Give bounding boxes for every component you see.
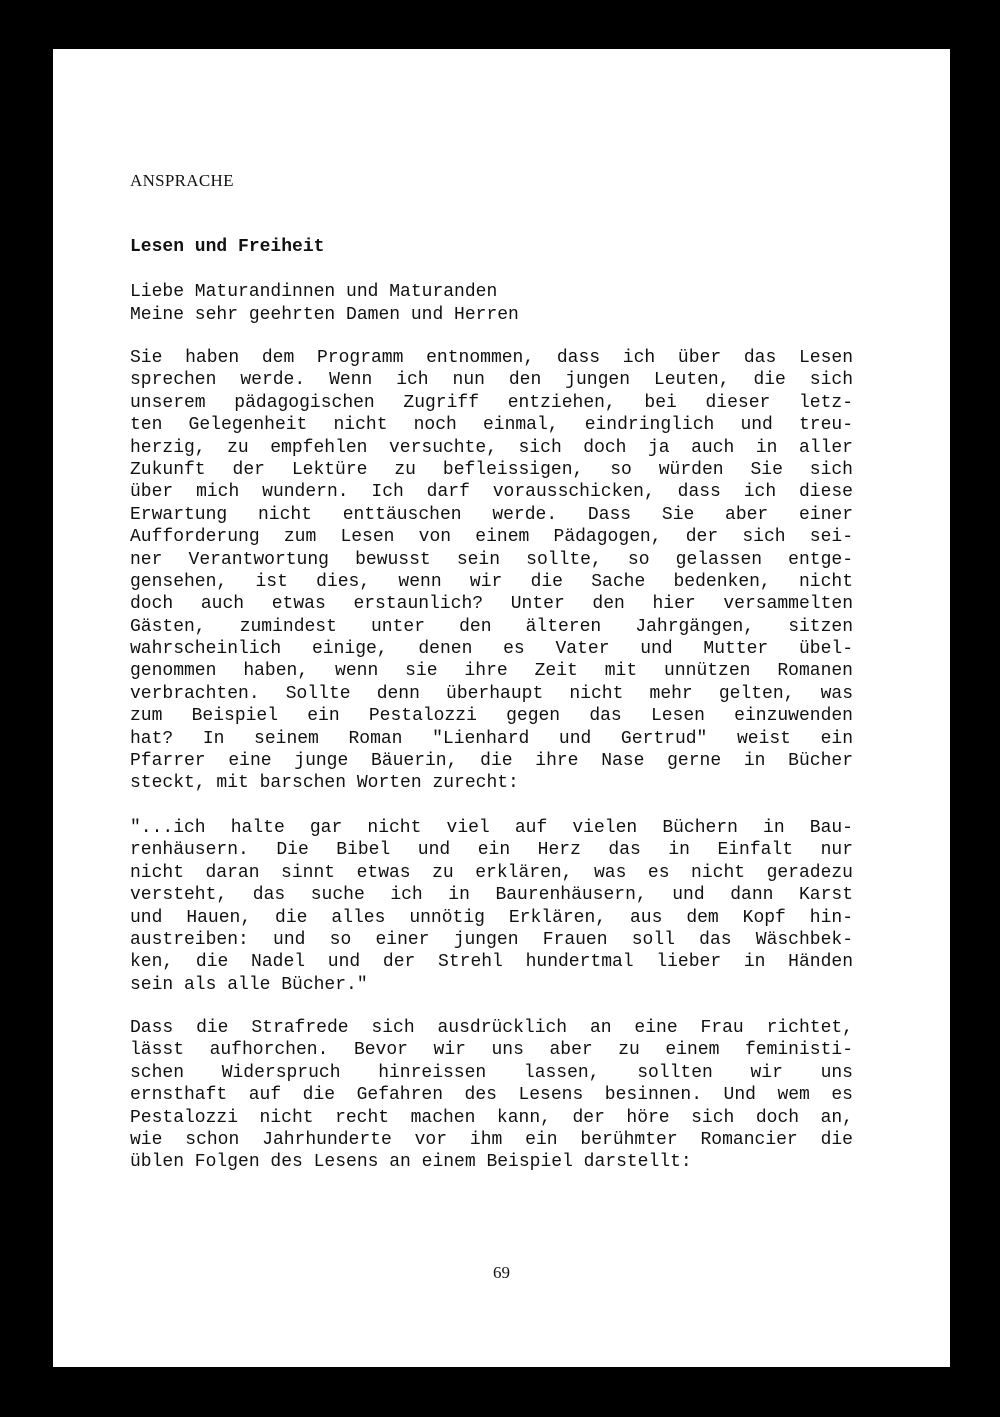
paragraph-intro — [130, 347, 853, 795]
text-line: unserem pädagogischen Zugriff entziehen, bei dieser letz- — [130, 392, 853, 413]
text-line: über mich wundern. Ich darf vorausschicken, dass ich diese — [130, 482, 853, 503]
text-line: ernsthaft auf die Gefahren des Lesens besinnen. Und wem es — [130, 1085, 853, 1106]
paragraph-closing — [130, 1017, 853, 1174]
text-line: Aufforderung zum Lesen von einem Pädagogen, der sich sei- — [130, 527, 853, 548]
text-line: und Hauen, die alles unnötig Erklären, aus dem Kopf hin- — [130, 907, 853, 928]
salutation-line: Liebe Maturandinnen und Maturanden — [130, 282, 498, 302]
text-line: zum Beispiel ein Pestalozzi gegen das Lesen einzuwenden — [130, 706, 853, 727]
page-title: Lesen und Freiheit — [130, 237, 325, 257]
text-line: Gästen, zumindest unter den älteren Jahrgängen, sitzen — [130, 616, 853, 637]
quote-block — [130, 817, 853, 996]
salutation — [130, 281, 519, 326]
text-line: steckt, mit barschen Worten zurecht: — [130, 773, 519, 794]
text-line: doch auch etwas erstaunlich? Unter den hier versammelten — [130, 594, 853, 615]
text-line: Dass die Strafrede sich ausdrücklich an eine Frau richtet, — [130, 1018, 853, 1038]
text-line: wahrscheinlich einige, denen es Vater und Mutter übel- — [130, 639, 853, 660]
text-line: "...ich halte gar nicht viel auf vielen Büchern in Bau- — [130, 818, 853, 838]
text-line: Zukunft der Lektüre zu befleissigen, so würden Sie sich — [130, 459, 853, 480]
text-line: ken, die Nadel und der Strehl hundertmal lieber in Händen — [130, 952, 853, 973]
text-line: austreiben: und so einer jungen Frauen soll das Wäschbek- — [130, 929, 853, 950]
text-line: genommen haben, wenn sie ihre Zeit mit unnützen Romanen — [130, 661, 853, 682]
document-page — [53, 49, 950, 1367]
text-line: üblen Folgen des Lesens an einem Beispiel darstellt: — [130, 1152, 692, 1173]
text-line: herzig, zu empfehlen versuchte, sich doch ja auch in aller — [130, 437, 853, 458]
text-line: renhäusern. Die Bibel und ein Herz das in Einfalt nur — [130, 840, 853, 861]
text-line: hat? In seinem Roman "Lienhard und Gertrud" weist ein — [130, 728, 853, 749]
page-number: 69 — [493, 1263, 510, 1282]
text-line: Erwartung nicht enttäuschen werde. Dass Sie aber einer — [130, 504, 853, 525]
text-line: lässt aufhorchen. Bevor wir uns aber zu einem feministi- — [130, 1040, 853, 1061]
text-line: ten Gelegenheit nicht noch einmal, eindringlich und treu- — [130, 415, 853, 436]
text-line: nicht daran sinnt etwas zu erklären, was es nicht geradezu — [130, 862, 853, 883]
text-line: Pfarrer eine junge Bäuerin, die ihre Nase gerne in Bücher — [130, 751, 853, 772]
salutation-line: Meine sehr geehrten Damen und Herren — [130, 304, 519, 325]
text-line: versteht, das suche ich in Baurenhäusern, und dann Karst — [130, 885, 853, 906]
text-line: wie schon Jahrhunderte vor ihm ein berühmter Romancier die — [130, 1129, 853, 1150]
text-line: ner Verantwortung bewusst sein sollte, so gelassen entge- — [130, 549, 853, 570]
text-line: Sie haben dem Programm entnommen, dass ich über das Lesen — [130, 348, 853, 368]
section-label: ANSPRACHE — [130, 171, 234, 190]
text-line: sein als alle Bücher." — [130, 974, 368, 995]
text-line: gensehen, ist dies, wenn wir die Sache bedenken, nicht — [130, 571, 853, 592]
text-line: Pestalozzi nicht recht machen kann, der höre sich doch an, — [130, 1107, 853, 1128]
text-line: schen Widerspruch hinreissen lassen, sollten wir uns — [130, 1062, 853, 1083]
text-line: sprechen werde. Wenn ich nun den jungen Leuten, die sich — [130, 370, 853, 391]
text-line: verbrachten. Sollte denn überhaupt nicht mehr gelten, was — [130, 683, 853, 704]
